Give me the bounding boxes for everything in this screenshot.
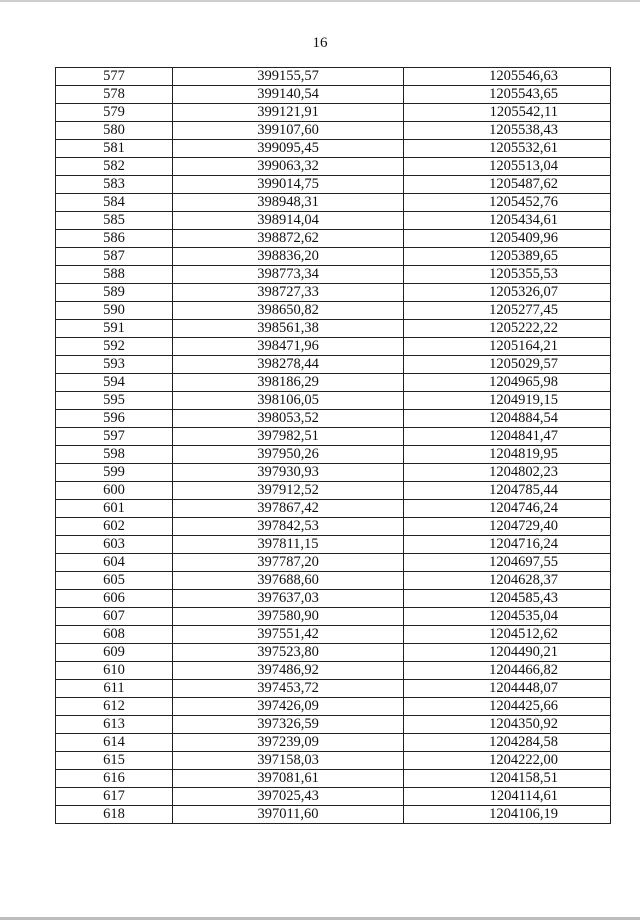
y-coordinate-cell: 1204884,54 [404, 410, 611, 428]
x-coordinate-cell: 397011,60 [173, 806, 404, 824]
y-coordinate-cell: 1204425,66 [404, 698, 611, 716]
point-number-cell: 584 [56, 194, 173, 212]
table-row [56, 482, 611, 500]
point-number-cell: 587 [56, 248, 173, 266]
table-row [56, 572, 611, 590]
table-row [56, 86, 611, 104]
y-coordinate-cell: 1205542,11 [404, 104, 611, 122]
point-number-cell: 610 [56, 662, 173, 680]
point-number-cell: 599 [56, 464, 173, 482]
y-coordinate-cell: 1205513,04 [404, 158, 611, 176]
point-number-cell: 606 [56, 590, 173, 608]
x-coordinate-cell: 397551,42 [173, 626, 404, 644]
y-coordinate-cell: 1205532,61 [404, 140, 611, 158]
point-number-cell: 581 [56, 140, 173, 158]
x-coordinate-cell: 398872,62 [173, 230, 404, 248]
x-coordinate-cell: 397842,53 [173, 518, 404, 536]
table-row [56, 104, 611, 122]
y-coordinate-cell: 1204965,98 [404, 374, 611, 392]
x-coordinate-cell: 399140,54 [173, 86, 404, 104]
point-number-cell: 604 [56, 554, 173, 572]
table-row [56, 662, 611, 680]
y-coordinate-cell: 1204114,61 [404, 788, 611, 806]
point-number-cell: 612 [56, 698, 173, 716]
table-row [56, 536, 611, 554]
y-coordinate-cell: 1204716,24 [404, 536, 611, 554]
y-coordinate-cell: 1204585,43 [404, 590, 611, 608]
x-coordinate-cell: 398650,82 [173, 302, 404, 320]
x-coordinate-cell: 397326,59 [173, 716, 404, 734]
point-number-cell: 577 [56, 68, 173, 86]
table-row [56, 374, 611, 392]
point-number-cell: 616 [56, 770, 173, 788]
point-number-cell: 615 [56, 752, 173, 770]
x-coordinate-cell: 397158,03 [173, 752, 404, 770]
y-coordinate-cell: 1205222,22 [404, 320, 611, 338]
table-row [56, 446, 611, 464]
y-coordinate-cell: 1205326,07 [404, 284, 611, 302]
x-coordinate-cell: 399107,60 [173, 122, 404, 140]
x-coordinate-cell: 399063,32 [173, 158, 404, 176]
point-number-cell: 583 [56, 176, 173, 194]
point-number-cell: 588 [56, 266, 173, 284]
point-number-cell: 580 [56, 122, 173, 140]
table-row [56, 338, 611, 356]
point-number-cell: 605 [56, 572, 173, 590]
x-coordinate-cell: 399014,75 [173, 176, 404, 194]
y-coordinate-cell: 1204466,82 [404, 662, 611, 680]
x-coordinate-cell: 399095,45 [173, 140, 404, 158]
y-coordinate-cell: 1205538,43 [404, 122, 611, 140]
y-coordinate-cell: 1205029,57 [404, 356, 611, 374]
x-coordinate-cell: 397523,80 [173, 644, 404, 662]
y-coordinate-cell: 1204106,19 [404, 806, 611, 824]
x-coordinate-cell: 398836,20 [173, 248, 404, 266]
point-number-cell: 586 [56, 230, 173, 248]
x-coordinate-cell: 398727,33 [173, 284, 404, 302]
y-coordinate-cell: 1204158,51 [404, 770, 611, 788]
table-row [56, 302, 611, 320]
point-number-cell: 591 [56, 320, 173, 338]
coordinates-table-body [56, 68, 611, 824]
table-row [56, 752, 611, 770]
y-coordinate-cell: 1204785,44 [404, 482, 611, 500]
table-row [56, 158, 611, 176]
table-row [56, 194, 611, 212]
point-number-cell: 585 [56, 212, 173, 230]
point-number-cell: 614 [56, 734, 173, 752]
point-number-cell: 613 [56, 716, 173, 734]
point-number-cell: 593 [56, 356, 173, 374]
point-number-cell: 608 [56, 626, 173, 644]
table-row [56, 464, 611, 482]
x-coordinate-cell: 398773,34 [173, 266, 404, 284]
x-coordinate-cell: 397239,09 [173, 734, 404, 752]
point-number-cell: 582 [56, 158, 173, 176]
y-coordinate-cell: 1204284,58 [404, 734, 611, 752]
table-row [56, 122, 611, 140]
point-number-cell: 618 [56, 806, 173, 824]
x-coordinate-cell: 397787,20 [173, 554, 404, 572]
point-number-cell: 596 [56, 410, 173, 428]
point-number-cell: 592 [56, 338, 173, 356]
x-coordinate-cell: 398914,04 [173, 212, 404, 230]
y-coordinate-cell: 1205409,96 [404, 230, 611, 248]
x-coordinate-cell: 397426,09 [173, 698, 404, 716]
table-row [56, 392, 611, 410]
x-coordinate-cell: 399155,57 [173, 68, 404, 86]
table-row [56, 230, 611, 248]
point-number-cell: 594 [56, 374, 173, 392]
x-coordinate-cell: 397912,52 [173, 482, 404, 500]
table-row [56, 140, 611, 158]
y-coordinate-cell: 1204350,92 [404, 716, 611, 734]
point-number-cell: 617 [56, 788, 173, 806]
table-row [56, 644, 611, 662]
point-number-cell: 597 [56, 428, 173, 446]
table-row [56, 698, 611, 716]
point-number-cell: 609 [56, 644, 173, 662]
point-number-cell: 601 [56, 500, 173, 518]
point-number-cell: 607 [56, 608, 173, 626]
y-coordinate-cell: 1204841,47 [404, 428, 611, 446]
table-row [56, 500, 611, 518]
x-coordinate-cell: 398106,05 [173, 392, 404, 410]
x-coordinate-cell: 398471,96 [173, 338, 404, 356]
table-row [56, 788, 611, 806]
table-row [56, 284, 611, 302]
y-coordinate-cell: 1204222,00 [404, 752, 611, 770]
point-number-cell: 579 [56, 104, 173, 122]
point-number-cell: 578 [56, 86, 173, 104]
table-row [56, 716, 611, 734]
point-number-cell: 589 [56, 284, 173, 302]
x-coordinate-cell: 397486,92 [173, 662, 404, 680]
page-number: 16 [312, 35, 328, 51]
table-row [56, 428, 611, 446]
point-number-cell: 603 [56, 536, 173, 554]
x-coordinate-cell: 399121,91 [173, 104, 404, 122]
y-coordinate-cell: 1204448,07 [404, 680, 611, 698]
x-coordinate-cell: 398186,29 [173, 374, 404, 392]
x-coordinate-cell: 398561,38 [173, 320, 404, 338]
table-row [56, 212, 611, 230]
y-coordinate-cell: 1205487,62 [404, 176, 611, 194]
table-row [56, 680, 611, 698]
x-coordinate-cell: 397867,42 [173, 500, 404, 518]
y-coordinate-cell: 1205355,53 [404, 266, 611, 284]
y-coordinate-cell: 1204919,15 [404, 392, 611, 410]
x-coordinate-cell: 397688,60 [173, 572, 404, 590]
table-row [56, 770, 611, 788]
point-number-cell: 595 [56, 392, 173, 410]
y-coordinate-cell: 1204628,37 [404, 572, 611, 590]
x-coordinate-cell: 397930,93 [173, 464, 404, 482]
table-row [56, 248, 611, 266]
x-coordinate-cell: 397950,26 [173, 446, 404, 464]
y-coordinate-cell: 1204535,04 [404, 608, 611, 626]
table-row [56, 176, 611, 194]
y-coordinate-cell: 1205277,45 [404, 302, 611, 320]
page-top-edge [0, 0, 640, 2]
y-coordinate-cell: 1204729,40 [404, 518, 611, 536]
table-row [56, 410, 611, 428]
y-coordinate-cell: 1205546,63 [404, 68, 611, 86]
x-coordinate-cell: 397453,72 [173, 680, 404, 698]
table-row [56, 518, 611, 536]
y-coordinate-cell: 1204697,55 [404, 554, 611, 572]
table-row [56, 266, 611, 284]
point-number-cell: 600 [56, 482, 173, 500]
y-coordinate-cell: 1204490,21 [404, 644, 611, 662]
y-coordinate-cell: 1204819,95 [404, 446, 611, 464]
x-coordinate-cell: 397081,61 [173, 770, 404, 788]
y-coordinate-cell: 1205434,61 [404, 212, 611, 230]
x-coordinate-cell: 397580,90 [173, 608, 404, 626]
table-row [56, 320, 611, 338]
y-coordinate-cell: 1204512,62 [404, 626, 611, 644]
point-number-cell: 598 [56, 446, 173, 464]
y-coordinate-cell: 1204746,24 [404, 500, 611, 518]
x-coordinate-cell: 398053,52 [173, 410, 404, 428]
x-coordinate-cell: 398278,44 [173, 356, 404, 374]
x-coordinate-cell: 397025,43 [173, 788, 404, 806]
x-coordinate-cell: 397811,15 [173, 536, 404, 554]
y-coordinate-cell: 1205164,21 [404, 338, 611, 356]
table-row [56, 68, 611, 86]
table-row [56, 590, 611, 608]
y-coordinate-cell: 1205452,76 [404, 194, 611, 212]
table-row [56, 608, 611, 626]
coordinates-table [55, 67, 611, 824]
point-number-cell: 602 [56, 518, 173, 536]
y-coordinate-cell: 1205543,65 [404, 86, 611, 104]
table-row [56, 626, 611, 644]
x-coordinate-cell: 397637,03 [173, 590, 404, 608]
table-row [56, 356, 611, 374]
x-coordinate-cell: 397982,51 [173, 428, 404, 446]
y-coordinate-cell: 1205389,65 [404, 248, 611, 266]
y-coordinate-cell: 1204802,23 [404, 464, 611, 482]
table-row [56, 554, 611, 572]
point-number-cell: 611 [56, 680, 173, 698]
point-number-cell: 590 [56, 302, 173, 320]
table-row [56, 734, 611, 752]
x-coordinate-cell: 398948,31 [173, 194, 404, 212]
table-row [56, 806, 611, 824]
